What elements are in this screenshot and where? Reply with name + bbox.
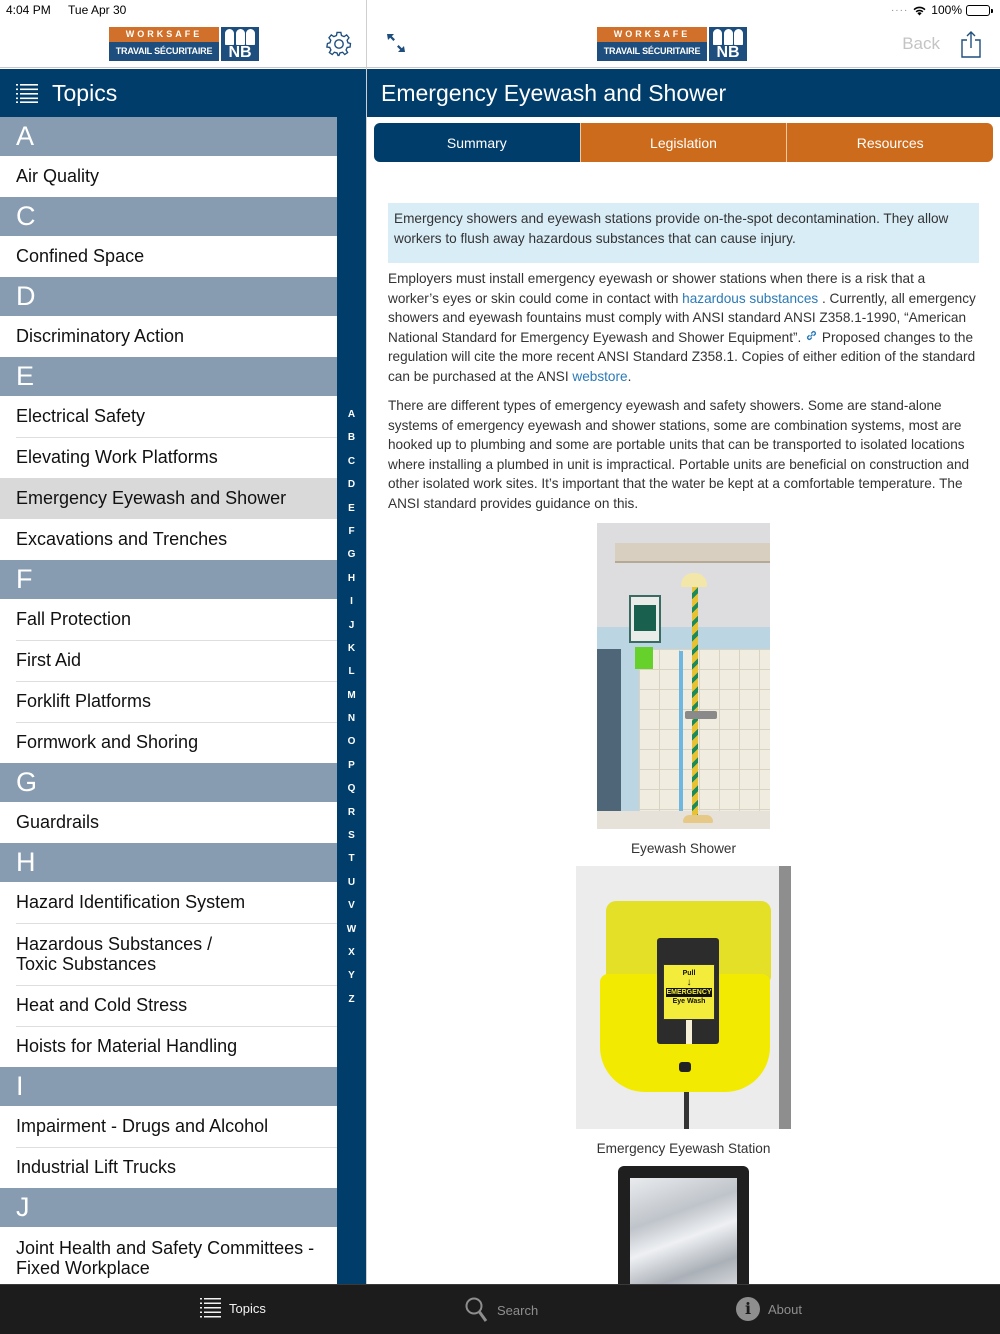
eyewash-station-image[interactable] xyxy=(576,866,791,1129)
topic-label xyxy=(16,732,198,753)
topic-row[interactable] xyxy=(0,802,337,843)
topic-label-line: Fixed Workplace xyxy=(16,1258,150,1278)
topic-label xyxy=(16,529,227,550)
hazardous-substances-link[interactable]: hazardous substances xyxy=(682,290,819,306)
status-time: 4:04 PM xyxy=(6,3,51,17)
topics-header xyxy=(0,69,366,117)
index-letter[interactable]: Q xyxy=(347,783,356,795)
topic-row[interactable] xyxy=(0,396,337,437)
topic-label-line: Toxic Substances xyxy=(16,954,157,974)
alphabet-index[interactable] xyxy=(337,117,366,1284)
index-letter[interactable]: P xyxy=(348,759,355,771)
share-button[interactable] xyxy=(960,30,982,58)
index-letter[interactable]: H xyxy=(347,572,356,584)
topic-row[interactable] xyxy=(0,1106,337,1147)
index-letter[interactable]: T xyxy=(348,853,355,865)
section-header-a: A xyxy=(0,117,337,156)
topic-row[interactable] xyxy=(0,1227,337,1284)
topic-label-line: Formwork and Shoring xyxy=(16,732,199,752)
article-content xyxy=(388,203,979,1284)
topic-row[interactable] xyxy=(0,236,337,277)
logo-line1: WORKSAFE xyxy=(597,27,707,42)
index-letter[interactable]: W xyxy=(346,923,357,935)
index-letter[interactable]: I xyxy=(350,596,353,608)
section-header-d: D xyxy=(0,277,337,316)
section-header-f: F xyxy=(0,560,337,599)
topic-label-line: Emergency Eyewash and Shower xyxy=(16,488,287,508)
topic-row[interactable] xyxy=(0,985,337,1026)
topic-label-line: Electrical Safety xyxy=(16,406,146,426)
logo-line1: WORKSAFE xyxy=(109,27,219,42)
logo-mark xyxy=(219,27,259,61)
topic-label-line: Guardrails xyxy=(16,812,100,832)
topic-label-line: Discriminatory Action xyxy=(16,326,185,346)
para-text: Employers must install emergency eyewash or shower stations when there is a risk that a worker’s eyes or skin could come in contact with xyxy=(388,271,926,306)
sign-emergency: EMERGENCY xyxy=(666,989,712,996)
expand-button[interactable] xyxy=(385,32,407,54)
list-icon xyxy=(200,1297,221,1319)
topic-row[interactable] xyxy=(0,1147,337,1188)
section-header-e: E xyxy=(0,357,337,396)
figure-caption: Eyewash Shower xyxy=(630,841,737,856)
topic-label xyxy=(16,609,131,630)
logo-line2: TRAVAIL SÉCURITAIRE xyxy=(109,42,219,61)
topic-row[interactable] xyxy=(0,599,337,640)
topic-label-line: Industrial Lift Trucks xyxy=(16,1157,177,1177)
para-text: . Currently, all emergency showers and eyewash fountains must comply with ANSI standard ANSI Z358.1-1990, “American National Standard for Emergency Eyewash and Shower Equipment”. xyxy=(388,290,976,345)
logo-nb: NB xyxy=(716,44,740,61)
left-nav-bar xyxy=(0,20,366,68)
index-letter[interactable]: M xyxy=(347,689,356,701)
index-letter[interactable]: N xyxy=(347,713,356,725)
topic-label xyxy=(16,488,286,509)
index-letter[interactable]: B xyxy=(347,432,356,444)
index-letter[interactable]: V xyxy=(348,900,355,912)
topic-label xyxy=(16,1238,314,1278)
index-letter[interactable]: A xyxy=(347,409,356,420)
topic-label xyxy=(16,166,99,187)
gear-icon xyxy=(326,31,352,57)
topic-row[interactable] xyxy=(0,478,337,519)
tab-resources[interactable]: Resources xyxy=(786,123,993,162)
topic-label xyxy=(16,691,151,712)
tab-summary[interactable]: Summary xyxy=(374,123,580,162)
paragraph-types: There are different types of emergency eyewash and safety showers. Some are stand-alone systems of emergency eyewash and shower stations, some are combination systems, most are hooked up to plumbing and some are portable units that can be transported to isolated locations where installing a plumbed in unit is impractical. Portable units are beneficial on construction and other isolated work sites. It’s important that the water be kept at a comfortable temperature. The ANSI standard provides guidance on this. xyxy=(388,398,970,511)
info-icon: i xyxy=(736,1297,760,1321)
topic-label xyxy=(16,326,184,347)
topic-row[interactable] xyxy=(0,1026,337,1067)
worksafe-logo xyxy=(109,27,259,61)
eyewash-sign xyxy=(663,964,715,1020)
section-header-c: C xyxy=(0,197,337,236)
index-letter[interactable]: E xyxy=(348,502,355,514)
logo-line2: TRAVAIL SÉCURITAIRE xyxy=(597,42,707,61)
index-letter[interactable]: Y xyxy=(348,970,355,982)
worksafe-logo-right xyxy=(597,27,747,61)
topic-label xyxy=(16,934,212,974)
topics-pane xyxy=(0,0,366,1284)
index-letter[interactable]: Z xyxy=(348,993,355,1005)
index-letter[interactable]: X xyxy=(348,946,355,958)
status-date: Tue Apr 30 xyxy=(68,3,127,17)
section-header-i: I xyxy=(0,1067,337,1106)
logo-mark xyxy=(707,27,747,61)
topic-label xyxy=(16,406,145,427)
webstore-link[interactable]: webstore xyxy=(572,368,628,384)
figure-eyewash-station xyxy=(388,866,979,1156)
topic-label xyxy=(16,1036,237,1057)
topic-label xyxy=(16,892,245,913)
topic-label xyxy=(16,246,144,267)
topic-row[interactable] xyxy=(0,923,337,985)
topic-label xyxy=(16,995,187,1016)
share-icon xyxy=(960,30,982,58)
right-nav-bar xyxy=(367,20,1000,68)
topic-label-line: Forklift Platforms xyxy=(16,691,152,711)
topic-row[interactable] xyxy=(0,519,337,560)
detail-pane xyxy=(367,0,1000,1284)
topic-label xyxy=(16,650,81,671)
index-letter[interactable]: O xyxy=(347,736,356,748)
para-text: . xyxy=(627,368,632,384)
bottom-tab-bar xyxy=(0,1284,1000,1334)
expand-icon xyxy=(385,32,407,54)
topic-label-line: Hazardous Substances / xyxy=(16,934,213,954)
index-letter[interactable]: D xyxy=(347,479,356,491)
topic-label xyxy=(16,812,99,833)
index-letter[interactable]: R xyxy=(347,806,356,818)
tab-legislation[interactable]: Legislation xyxy=(580,123,787,162)
para-text: Proposed changes to the regulation will cite the more recent ANSI Standard Z358.1. Copies of either edition of the standard can be purchased at the ANSI xyxy=(388,329,976,384)
topic-label-line: First Aid xyxy=(16,650,82,670)
sign-pull: Pull xyxy=(682,970,696,977)
list-icon xyxy=(16,83,38,103)
tabbar-search-label: Search xyxy=(497,1302,539,1318)
topic-row[interactable] xyxy=(0,640,337,681)
section-header-h: H xyxy=(0,843,337,882)
topics-title: Topics xyxy=(52,79,118,106)
topic-label-line: Fall Protection xyxy=(16,609,132,629)
tabbar-topics-label: Topics xyxy=(229,1300,266,1316)
topic-label-line: Impairment - Drugs and Alcohol xyxy=(16,1116,269,1136)
topic-label-line: Air Quality xyxy=(16,166,100,186)
portable-eyewash-image[interactable] xyxy=(618,1166,749,1284)
detail-header xyxy=(367,69,1000,117)
topic-label xyxy=(16,1157,176,1178)
topic-row[interactable] xyxy=(0,156,337,197)
topic-label-line: Joint Health and Safety Committees - xyxy=(16,1238,315,1258)
back-button[interactable]: Back xyxy=(902,34,940,53)
topic-label-line: Hazard Identification System xyxy=(16,892,246,912)
page-title: Emergency Eyewash and Shower xyxy=(381,79,727,106)
index-letter[interactable]: C xyxy=(347,455,356,467)
figure-eyewash-shower xyxy=(388,523,979,856)
cellular-signal-icon: ···· xyxy=(890,4,909,16)
index-letter[interactable]: F xyxy=(348,525,355,537)
index-letter[interactable]: S xyxy=(348,830,355,842)
topic-label-line: Elevating Work Platforms xyxy=(16,447,218,467)
eyewash-shower-image[interactable] xyxy=(597,523,770,829)
tabbar-about-label: About xyxy=(768,1301,802,1317)
paragraph-requirements xyxy=(388,269,979,386)
battery-percent: 100% xyxy=(931,3,962,17)
topic-label xyxy=(16,1116,268,1137)
index-letter[interactable]: U xyxy=(347,876,356,888)
settings-button[interactable] xyxy=(326,31,352,57)
topic-row[interactable] xyxy=(0,437,337,478)
sign-eyewash: Eye Wash xyxy=(672,998,706,1005)
topic-row[interactable] xyxy=(0,681,337,722)
section-header-g: G xyxy=(0,763,337,802)
index-letter[interactable]: G xyxy=(347,549,356,561)
topics-list[interactable] xyxy=(0,117,337,1284)
topic-label-line: Hoists for Material Handling xyxy=(16,1036,238,1056)
summary-callout: Emergency showers and eyewash stations provide on-the-spot decontamination. They allow workers to flush away hazardous substances that can cause injury. xyxy=(388,203,979,263)
topic-label-line: Excavations and Trenches xyxy=(16,529,228,549)
topic-row[interactable] xyxy=(0,316,337,357)
logo-nb: NB xyxy=(228,44,252,61)
tabbar-about[interactable] xyxy=(736,1297,802,1321)
external-link-icon[interactable] xyxy=(805,330,818,345)
index-letters xyxy=(337,403,366,1011)
section-header-j: J xyxy=(0,1188,337,1227)
index-letter[interactable]: L xyxy=(348,666,355,678)
search-icon xyxy=(465,1297,489,1323)
segmented-tabs xyxy=(374,123,993,162)
tabbar-search[interactable] xyxy=(465,1297,538,1323)
tabbar-topics[interactable] xyxy=(200,1297,266,1319)
topic-label-line: Heat and Cold Stress xyxy=(16,995,188,1015)
topic-row[interactable] xyxy=(0,722,337,763)
topic-label-line: Confined Space xyxy=(16,246,145,266)
index-letter[interactable]: K xyxy=(347,642,356,654)
topic-label xyxy=(16,447,218,468)
topic-row[interactable] xyxy=(0,882,337,923)
index-letter[interactable]: J xyxy=(348,619,355,631)
figure-caption: Emergency Eyewash Station xyxy=(596,1141,771,1156)
sign-arrow: ↓ xyxy=(686,977,692,988)
